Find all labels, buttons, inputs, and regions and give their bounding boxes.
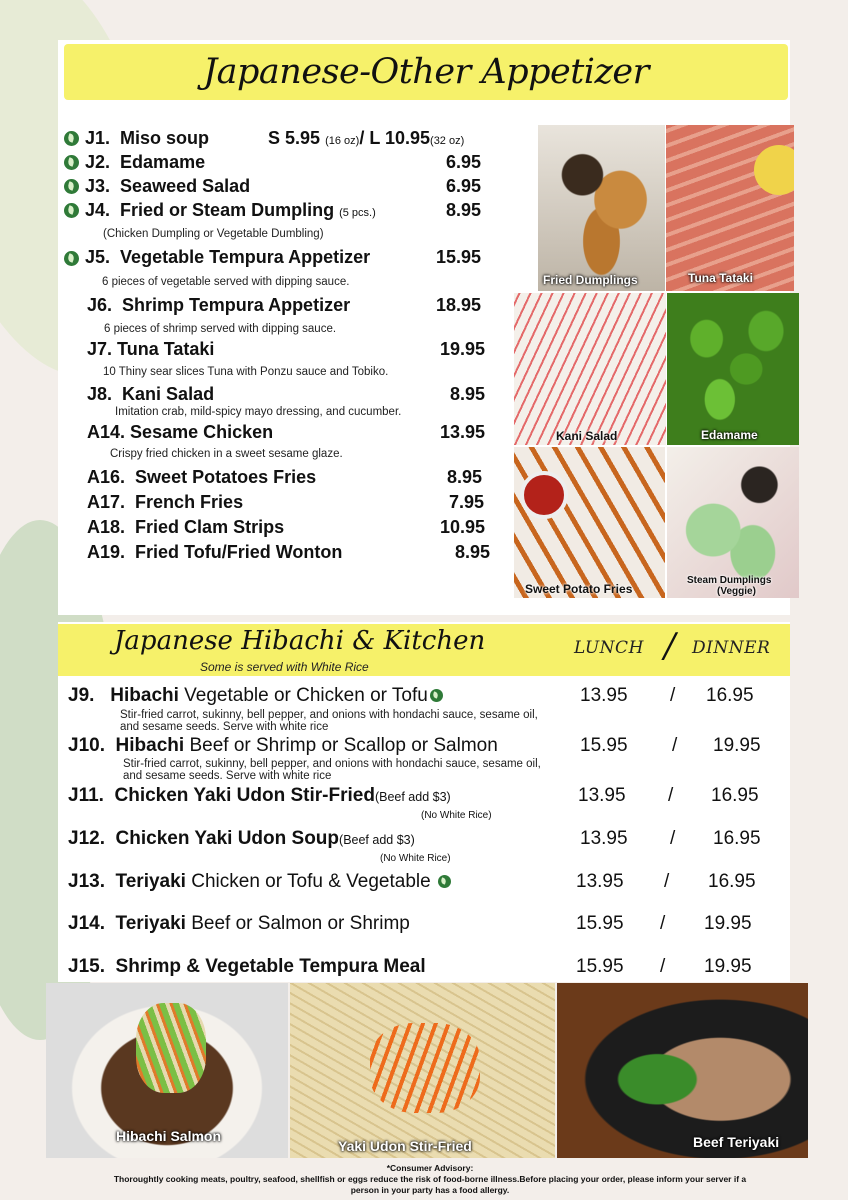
menu-item-price: 8.95	[446, 200, 482, 220]
menu-item-name: J13. Teriyaki Chicken or Tofu & Vegetable	[68, 871, 451, 893]
hibachi-title: Japanese Hibachi & Kitchen	[114, 626, 486, 656]
header-slash: /	[664, 626, 676, 666]
menu-item-name: J9. Hibachi Vegetable or Chicken or Tofu	[68, 685, 443, 707]
lunch-price: 15.95	[576, 913, 624, 934]
menu-item-description: Imitation crab, mild-spicy mayo dressing, and cucumber.	[115, 406, 402, 418]
menu-item-price: 8.95	[455, 542, 491, 562]
menu-item-price: 8.95	[447, 467, 483, 487]
menu-item-name: J11. Chicken Yaki Udon Stir-Fried(Beef add $3)	[68, 785, 451, 806]
menu-item-name: J10. Hibachi Beef or Shrimp or Scallop or Salmon	[68, 735, 498, 756]
photo-caption: Sweet Potato Fries	[525, 582, 633, 596]
fried-dumplings-photo	[538, 125, 665, 291]
photo-caption: Hibachi Salmon	[116, 1128, 222, 1144]
menu-item-name: A14. Sesame Chicken	[87, 422, 274, 442]
lunch-price: 13.95	[576, 871, 624, 892]
photo-caption: Fried Dumplings	[543, 273, 638, 287]
consumer-advisory	[100, 1163, 760, 1196]
menu-item-description: 10 Thiny sear slices Tuna with Ponzu sauce and Tobiko.	[103, 366, 389, 378]
dinner-price: 16.95	[706, 685, 754, 706]
menu-item-description: (Chicken Dumpling or Vegetable Dumbling)	[103, 228, 324, 240]
vegan-leaf-icon	[64, 203, 79, 218]
menu-item-note: (No White Rice)	[421, 810, 492, 821]
price-slash: /	[668, 785, 674, 806]
vegan-leaf-icon	[64, 131, 79, 146]
menu-item-price: 8.95	[450, 384, 486, 404]
menu-item-name: J12. Chicken Yaki Udon Soup(Beef add $3)	[68, 828, 415, 849]
dinner-price: 19.95	[704, 913, 752, 934]
photo-caption: Tuna Tataki	[688, 271, 753, 285]
menu-item-name: J3. Seaweed Salad	[85, 176, 251, 196]
menu-item-note: (No White Rice)	[380, 853, 451, 864]
photo-caption: (Veggie)	[717, 586, 756, 597]
tuna-tataki-photo	[666, 125, 794, 291]
menu-item-description: Stir-fried carrot, sukinny, bell pepper, and onions with hondachi sauce, sesame oil, and sesame seeds. Serve with white rice	[120, 709, 538, 733]
lunch-header: LUNCH	[574, 638, 644, 658]
lunch-price: 15.95	[576, 956, 624, 977]
vegan-leaf-icon	[64, 179, 79, 194]
menu-item-price: 18.95	[436, 295, 482, 315]
menu-item-name: A18. Fried Clam Strips	[87, 517, 285, 537]
vegan-leaf-icon	[64, 155, 79, 170]
kani-salad-photo	[514, 293, 666, 445]
menu-item-description: Stir-fried carrot, sukinny, bell pepper, and onions with hondachi sauce, sesame oil, and sesame seeds. Serve with white rice	[123, 758, 541, 782]
lunch-price: 13.95	[578, 785, 626, 806]
advisory-title: *Consumer Advisory:	[386, 1163, 474, 1173]
menu-item-price: 10.95	[440, 517, 486, 537]
sweet-potato-fries-photo	[514, 447, 665, 598]
vegan-leaf-icon	[64, 251, 79, 266]
menu-item-name: A19. Fried Tofu/Fried Wonton	[87, 542, 343, 562]
dinner-price: 16.95	[713, 828, 761, 849]
appetizer-header	[64, 44, 788, 100]
photo-caption: Steam Dumplings	[687, 575, 772, 586]
photo-caption: Beef Teriyaki	[693, 1134, 780, 1150]
menu-item-price: 6.95	[446, 152, 482, 172]
price-slash: /	[670, 685, 676, 706]
dinner-price: 19.95	[704, 956, 752, 977]
dinner-header: DINNER	[692, 638, 771, 658]
menu-item-price: 13.95	[440, 422, 486, 442]
hibachi-subtitle: Some is served with White Rice	[200, 660, 369, 674]
dinner-price: 16.95	[708, 871, 756, 892]
price-slash: /	[670, 828, 676, 849]
menu-item-name: J4. Fried or Steam Dumpling (5 pcs.)	[85, 200, 376, 220]
menu-item-name: J2. Edamame	[85, 152, 206, 172]
appetizer-title: Japanese-Other Appetizer	[203, 52, 649, 92]
menu-item-name: J14. Teriyaki Beef or Salmon or Shrimp	[68, 913, 410, 934]
lunch-price: 13.95	[580, 685, 628, 706]
menu-item-price: 15.95	[436, 247, 482, 267]
menu-item-name: A16. Sweet Potatoes Fries	[87, 467, 317, 487]
dinner-price: 16.95	[711, 785, 759, 806]
menu-item-price: 19.95	[440, 339, 486, 359]
steam-dumplings-photo	[667, 447, 799, 598]
menu-item-price: 6.95	[446, 176, 482, 196]
price-slash: /	[672, 735, 678, 756]
price-slash: /	[660, 913, 666, 934]
hibachi-header	[58, 624, 790, 676]
price-slash: /	[664, 871, 670, 892]
photo-caption: Kani Salad	[556, 429, 618, 443]
menu-item-description: 6 pieces of vegetable served with dipping sauce.	[102, 276, 350, 288]
advisory-text: Thoroughtly cooking meats, poultry, seafood, shellfish or eggs reduce the risk of food-borne illness.Before placing your order, please inform your server if a person in your party has a food allergy.	[113, 1174, 747, 1195]
price-slash: /	[660, 956, 666, 977]
menu-item-name: J7. Tuna Tataki	[87, 339, 215, 359]
menu-item-name: J8. Kani Salad	[87, 384, 215, 404]
menu-item-name: J5. Vegetable Tempura Appetizer	[85, 247, 371, 267]
lunch-price: 13.95	[580, 828, 628, 849]
menu-item-price: S 5.95 (16 oz)/ L 10.95(32 oz)	[268, 128, 465, 148]
hibachi-salmon-photo	[46, 983, 288, 1158]
menu-item-name: J6. Shrimp Tempura Appetizer	[87, 295, 351, 315]
dinner-price: 19.95	[713, 735, 761, 756]
menu-item-description: 6 pieces of shrimp served with dipping sauce.	[104, 323, 337, 335]
menu-item-description: Crispy fried chicken in a sweet sesame glaze.	[110, 448, 343, 460]
menu-item-price: 7.95	[449, 492, 485, 512]
photo-caption: Edamame	[701, 428, 758, 442]
yaki-udon-photo	[290, 983, 555, 1158]
menu-item-name: J1. Miso soup	[85, 128, 210, 148]
vegan-leaf-icon	[438, 875, 451, 888]
menu-item-name: A17. French Fries	[87, 492, 244, 512]
lunch-price: 15.95	[580, 735, 628, 756]
menu-item-name: J15. Shrimp & Vegetable Tempura Meal	[68, 956, 426, 977]
vegan-leaf-icon	[430, 689, 443, 702]
photo-caption: Yaki Udon Stir-Fried	[338, 1138, 472, 1154]
beef-teriyaki-photo	[557, 983, 808, 1158]
edamame-photo	[667, 293, 799, 445]
